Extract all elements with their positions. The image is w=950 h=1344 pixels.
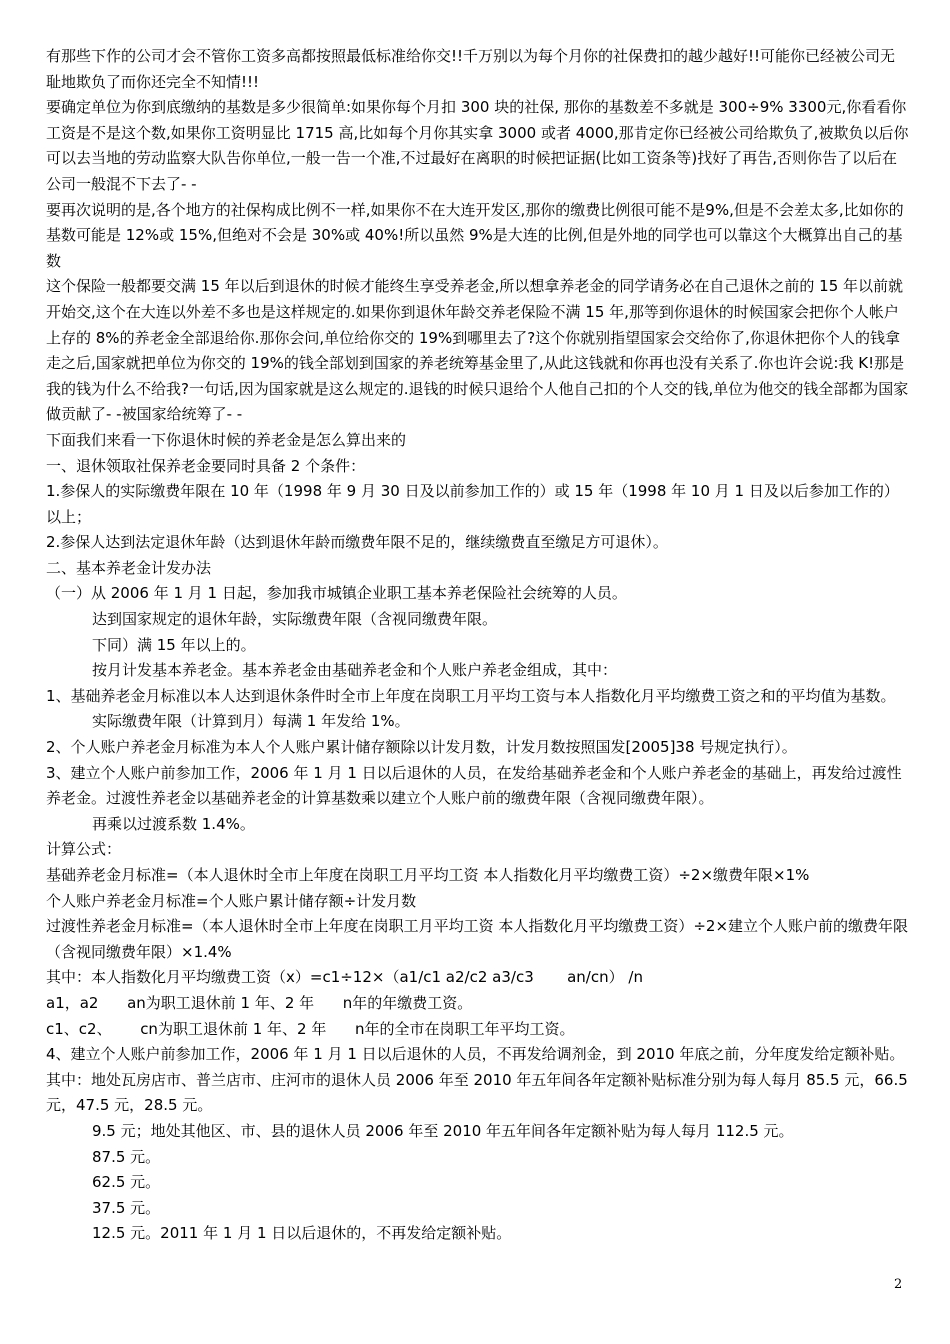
paragraph: 按月计发基本养老金。基本养老金由基础养老金和个人账户养老金组成，其中： [92, 661, 618, 680]
section-heading: 二、基本养老金计发办法 [46, 558, 212, 577]
list-item: 2、个人账户养老金月标准为本人个人账户累计储存额除以计发月数，计发月数按照国发[2005]38 号规定执行）。 [46, 738, 797, 757]
paragraph: 这个保险一般都要交满 15 年以后到退休的时候才能终生享受养老金,所以想拿养老金的同学请务必在自己退休之前的 15 年以前就开始交,这个在大连以外差不多也是这样规定的.如果你到退休年龄交养老保险不满 15 年,那等到你退休的时候国家会把你个人帐户上存的 8%的养老金全部退给你.那你会问,单位给你交的 19%到哪里去了?这个你就别指望国家会交给你了,你退休把你个人的钱拿走之后,国家就把单位为你交的 19%的钱全部划到国家的养老统筹基金里了,从此这钱就和你再也没有关系了.你也许会说:我 K!那是我的钱为什么不给我?一句话,因为国家就是这么规定的.退钱的时候只退给个人他自己扣的个人交的钱,单位为他交的钱全部都为国家做贡献了- -被国家给统筹了- - [46, 277, 909, 424]
document-body [46, 44, 910, 1247]
page-number: 2 [894, 1277, 903, 1292]
paragraph: 下面我们来看一下你退休时候的养老金是怎么算出来的 [46, 430, 407, 449]
formula: 过渡性养老金月标准=（本人退休时全市上年度在岗职工月平均工资 本人指数化月平均缴费工资）÷2×建立个人账户前的缴费年限（含视同缴费年限）×1.4% [46, 917, 909, 961]
paragraph: 37.5 元。 [92, 1198, 161, 1217]
paragraph: （一）从 2006 年 1 月 1 日起，参加我市城镇企业职工基本养老保险社会统筹的人员。 [46, 584, 627, 603]
list-item: 1、基础养老金月标准以本人达到退休条件时全市上年度在岗职工月平均工资与本人指数化月平均缴费工资之和的平均值为基数。 [46, 686, 896, 705]
formula: 其中：本人指数化月平均缴费工资（x）=c1÷12×（a1/c1 a2/c2 a3/c3 an/cn） /n [46, 968, 643, 987]
formula-heading: 计算公式： [46, 840, 122, 859]
paragraph: 达到国家规定的退休年龄，实际缴费年限（含视同缴费年限。 [92, 610, 498, 629]
paragraph: 87.5 元。 [92, 1147, 161, 1166]
paragraph: 9.5 元；地处其他区、市、县的退休人员 2006 年至 2010 年五年间各年定额补贴为每人每月 112.5 元。 [92, 1121, 794, 1140]
paragraph: 要再次说明的是,各个地方的社保构成比例不一样,如果你不在大连开发区,那你的缴费比例很可能不是9%,但是不会差太多,比如你的基数可能是 12%或 15%,但绝对不会是 30%或 40%!所以虽然 9%是大连的比例,但是外地的同学也可以靠这个大概算出自己的基数 [46, 200, 904, 270]
list-item: 1.参保人的实际缴费年限在 10 年（1998 年 9 月 30 日及以前参加工作的）或 15 年（1998 年 10 月 1 日及以后参加工作的）以上； [46, 482, 899, 526]
list-item: 3、建立个人账户前参加工作，2006 年 1 月 1 日以后退休的人员，在发给基础养老金和个人账户养老金的基础上，再发给过渡性养老金。过渡性养老金以基础养老金的计算基数乘以建立个人账户前的缴费年限（含视同缴费年限）。 [46, 763, 902, 808]
paragraph: 再乘以过渡系数 1.4%。 [92, 814, 255, 833]
formula: 基础养老金月标准=（本人退休时全市上年度在岗职工月平均工资 本人指数化月平均缴费工资）÷2×缴费年限×1% [46, 866, 810, 884]
paragraph: 下同）满 15 年以上的。 [92, 635, 256, 654]
formula: 个人账户养老金月标准=个人账户累计储存额÷计发月数 [46, 891, 417, 910]
section-heading: 一、退休领取社保养老金要同时具备 2 个条件： [46, 456, 366, 475]
formula-note: a1，a2 an为职工退休前 1 年、2 年 n年的年缴费工资。 [46, 993, 473, 1012]
formula-note: c1、c2、 cn为职工退休前 1 年、2 年 n年的全市在岗职工年平均工资。 [46, 1019, 575, 1038]
list-item: 2.参保人达到法定退休年龄（达到退休年龄而缴费年限不足的，继续缴费直至缴足方可退休）。 [46, 533, 668, 552]
paragraph: 62.5 元。 [92, 1173, 161, 1192]
paragraph: 要确定单位为你到底缴纳的基数是多少很简单:如果你每个月扣 300 块的社保, 那你的基数差不多就是 300÷9% 3300元,你看看你工资是不是这个数,如果你工资明显比 1715 高,比如每个月你其实拿 3000 或者 4000,那肯定你已经被公司给欺负了,被欺负以后你可以去当地的劳动监察大队告你单位,一般一告一个准,不过最好在离职的时候把证据(比如工资条等)找好了再告,否则你告了以后在公司一般混不下去了- - [46, 98, 909, 193]
paragraph: 有那些下作的公司才会不管你工资多高都按照最低标准给你交!!千万别以为每个月你的社保费扣的越少越好!!可能你已经被公司无耻地欺负了而你还完全不知情!!! [46, 47, 896, 91]
list-item: 4、建立个人账户前参加工作，2006 年 1 月 1 日以后退休的人员，不再发给调剂金，到 2010 年底之前，分年度发给定额补贴。其中：地处瓦房店市、普兰店市、庄河市的退休人员 2006 年至 2010 年五年间各年定额补贴标准分别为每人每月 85.5 元，66.5 元，47.5 元，28.5 元。 [46, 1045, 908, 1115]
paragraph: 实际缴费年限（计算到月）每满 1 年发给 1%。 [92, 712, 410, 731]
paragraph: 12.5 元。2011 年 1 月 1 日以后退休的，不再发给定额补贴。 [92, 1224, 512, 1243]
